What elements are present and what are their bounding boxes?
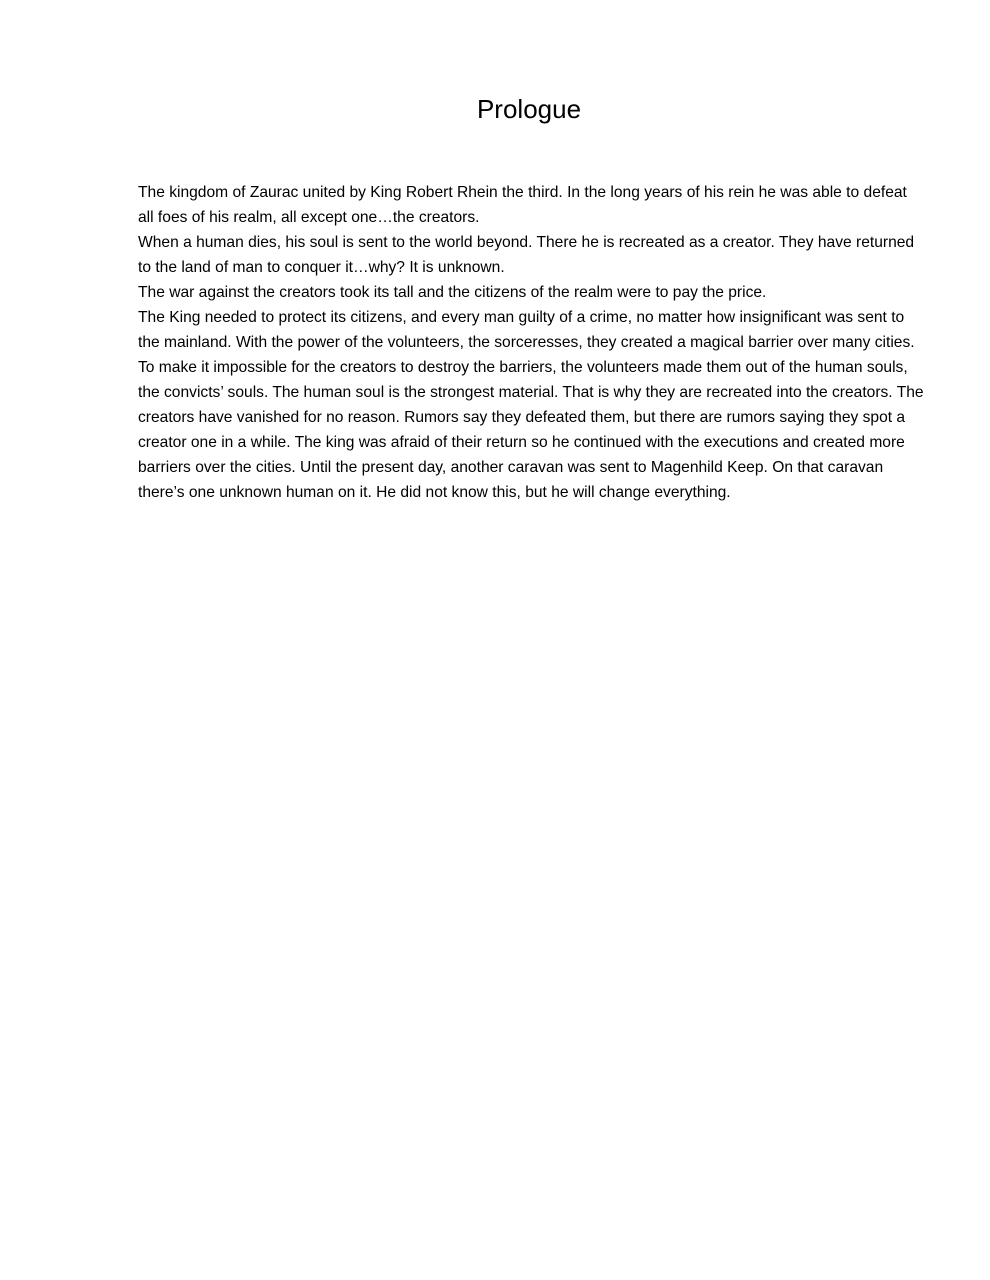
- body-text: [138, 180, 924, 505]
- paragraph: The King needed to protect its citizens, and every man guilty of a crime, no matter how insignificant was sent to the mainland. With the power of the volunteers, the sorceresses, they created a magical barrier over many cities. To make it impossible for the creators to destroy the barriers, the volunteers made them out of the human souls, the convicts’ souls. The human soul is the strongest material. That is why they are recreated into the creators. The creators have vanished for no reason. Rumors say they defeated them, but there are rumors saying they spot a creator one in a while. The king was afraid of their return so he continued with the executions and created more barriers over the cities. Until the present day, another caravan was sent to Magenhild Keep. On that caravan there’s one unknown human on it. He did not know this, but he will change everything.: [138, 309, 924, 501]
- paragraph: When a human dies, his soul is sent to the world beyond. There he is recreated as a creator. They have returned to the land of man to conquer it…why? It is unknown.: [138, 234, 915, 276]
- paragraph: The kingdom of Zaurac united by King Robert Rhein the third. In the long years of his rein he was able to defeat all foes of his realm, all except one…the creators.: [138, 184, 907, 226]
- paragraph: The war against the creators took its tall and the citizens of the realm were to pay the price.: [138, 284, 767, 301]
- page-title: Prologue: [476, 94, 582, 124]
